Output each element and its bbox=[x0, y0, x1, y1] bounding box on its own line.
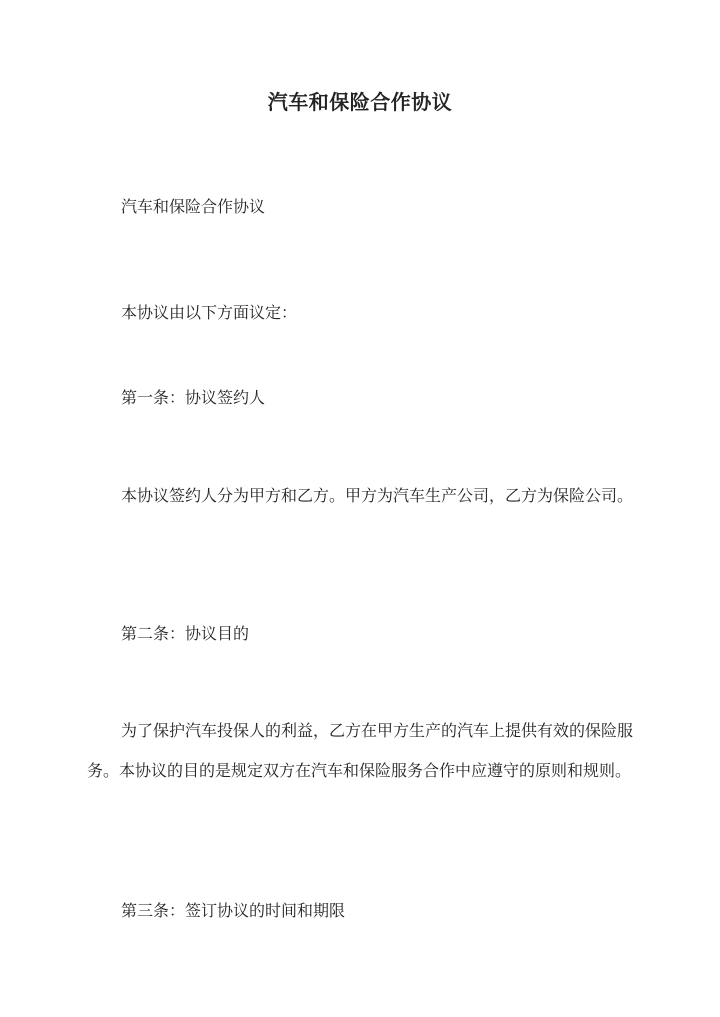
article-1-heading: 第一条：协议签约人 bbox=[121, 388, 266, 407]
paragraph-intro: 本协议由以下方面议定： bbox=[121, 303, 298, 322]
document-title: 汽车和保险合作协议 bbox=[267, 90, 453, 114]
paragraph-subtitle: 汽车和保险合作协议 bbox=[121, 197, 266, 216]
article-2-body: 为了保护汽车投保人的利益，乙方在甲方生产的汽车上提供有效的保险服务。本协议的目的是规定双方在汽车和保险服务合作中应遵守的原则和规则。 bbox=[87, 721, 634, 780]
article-3-heading: 第三条：签订协议的时间和期限 bbox=[121, 901, 346, 920]
article-2-heading: 第二条：协议目的 bbox=[121, 624, 250, 643]
article-1-body: 本协议签约人分为甲方和乙方。甲方为汽车生产公司，乙方为保险公司。 bbox=[121, 486, 634, 505]
